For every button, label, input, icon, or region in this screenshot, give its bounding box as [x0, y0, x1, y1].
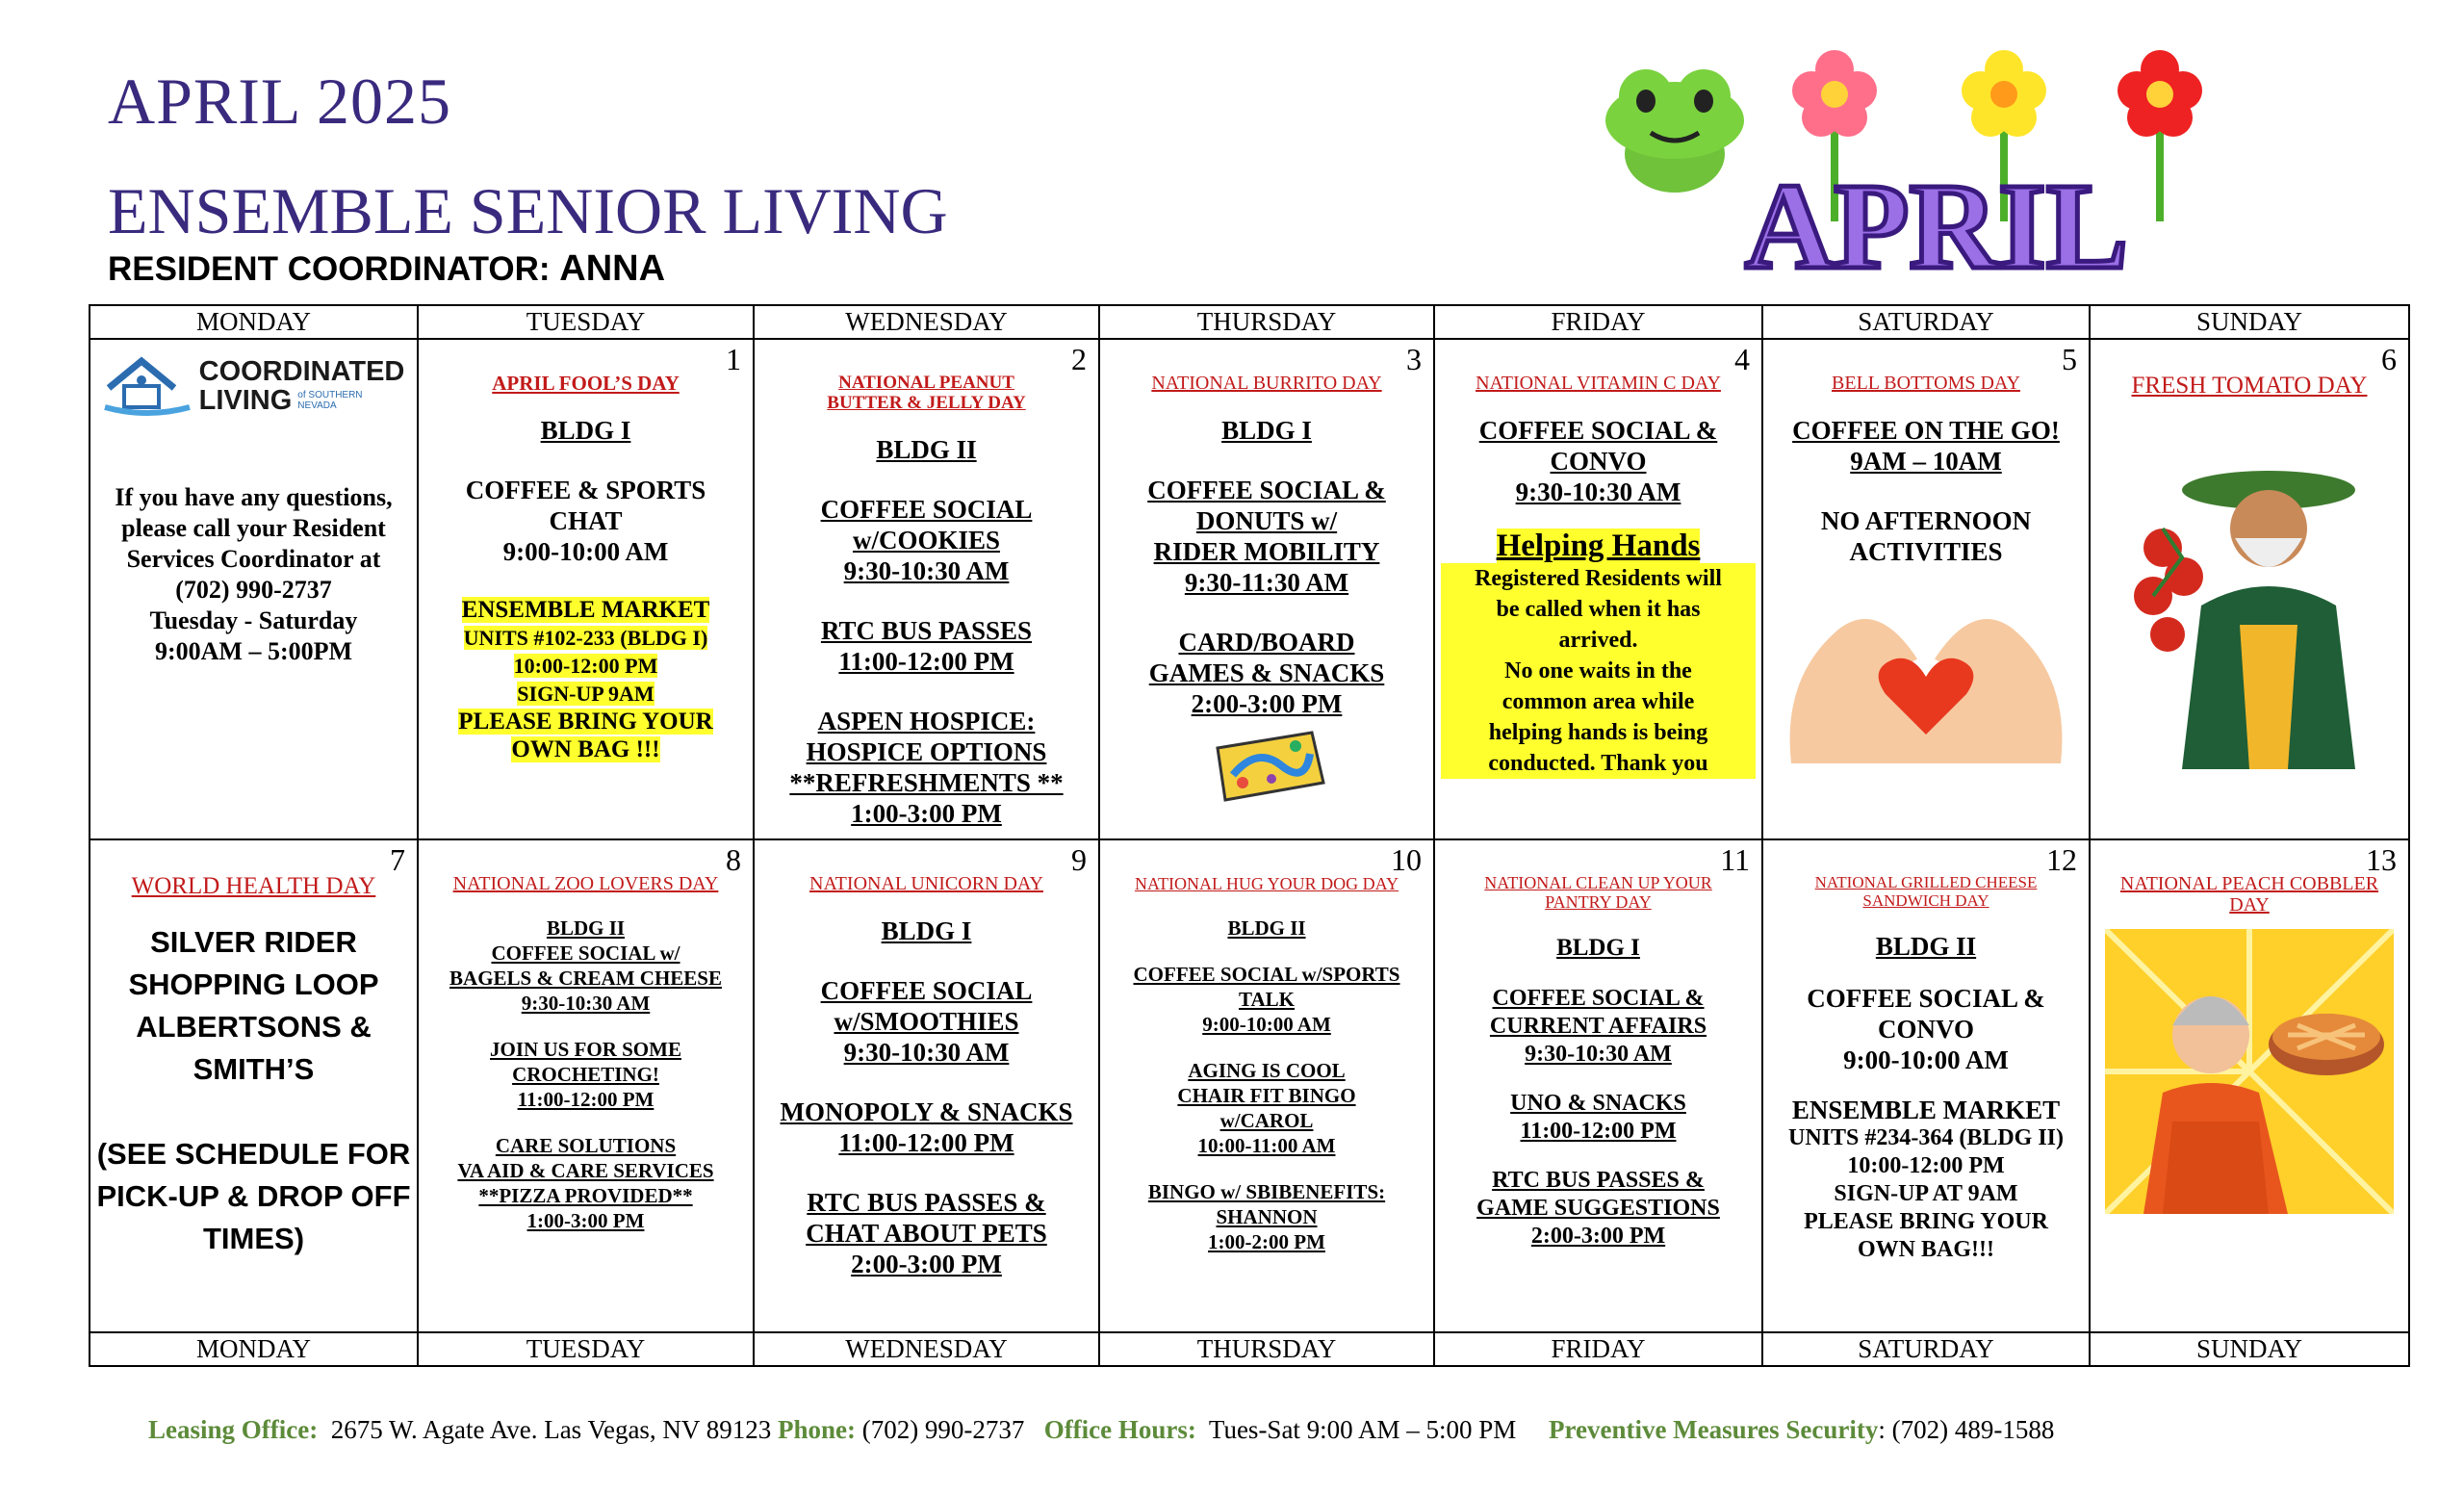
building-label: BLDG I: [1221, 416, 1312, 445]
contact-info: [90, 482, 417, 667]
holiday-label: NATIONAL HUG YOUR DOG DAY: [1135, 874, 1399, 893]
holiday-label: NATIONAL UNICORN DAY: [809, 873, 1043, 894]
day-number: 4: [1734, 342, 1750, 376]
day-cell-4: [1434, 339, 1762, 839]
event: COFFEE SOCIAL & CONVO 9:30-10:30 AM: [1478, 416, 1718, 506]
holiday-label: NATIONAL BURRITO DAY: [1151, 373, 1382, 394]
gardener-tomatoes-image: [2124, 461, 2374, 769]
building-label: BLDG II: [876, 435, 977, 464]
event: BINGO w/ SBIBENEFITS: SHANNON 1:00-2:00 PM: [1147, 1180, 1386, 1253]
day-cell-2: [754, 339, 1099, 839]
day-cell-3: [1099, 339, 1434, 839]
event: COFFEE SOCIAL & CURRENT AFFAIRS 9:30-10:30 AM: [1489, 986, 1707, 1067]
holiday-label: NATIONAL ZOO LOVERS DAY: [452, 873, 719, 894]
holiday-label: NATIONAL CLEAN UP YOUR PANTRY DAY: [1484, 873, 1712, 912]
info-line: Services Coordinator at: [126, 545, 381, 573]
day-cell-5: [1762, 339, 2090, 839]
day-number: 9: [1071, 842, 1087, 877]
leasing-label: Leasing Office:: [148, 1415, 319, 1444]
peach-cobbler-image: [2105, 929, 2394, 1214]
day-cell-13: [2090, 839, 2409, 1332]
day-header-thursday: THURSDAY: [1099, 305, 1434, 339]
building-label: BLDG II: [546, 916, 626, 940]
building-label: BLDG I: [540, 416, 631, 445]
day-cell-6: [2090, 339, 2409, 839]
day-number: 8: [726, 842, 741, 877]
info-line: If you have any questions,: [115, 483, 393, 511]
resident-coordinator: [108, 248, 665, 290]
event: AGING IS COOL CHAIR FIT BINGO w/CAROL 10:00-11:00 AM: [1177, 1059, 1356, 1157]
day-header-saturday: SATURDAY: [1762, 305, 2090, 339]
day-number: 1: [726, 342, 741, 376]
ensemble-market: ENSEMBLE MARKET UNITS #234-364 (BLDG II) 10:00-12:00 PM SIGN-UP AT 9AM PLEASE BRING YOUR OWN BAG!!!: [1787, 1096, 2065, 1262]
frog-icon: [1605, 69, 1744, 193]
holiday-label: APRIL FOOL’S DAY: [492, 372, 680, 395]
building-label: BLDG I: [881, 916, 972, 945]
day-header-sunday: SUNDAY: [2090, 305, 2409, 339]
security-phone: : (702) 489-1588: [1878, 1415, 2055, 1444]
day-footer-saturday: SATURDAY: [1762, 1332, 2090, 1366]
day-number: 12: [2046, 842, 2077, 877]
week-row: [90, 839, 2409, 1332]
org-title: ENSEMBLE SENIOR LIVING: [108, 174, 948, 247]
coordinator-label: RESIDENT COORDINATOR:: [108, 250, 560, 288]
day-cell-9: [754, 839, 1099, 1332]
phone-number: (702) 990-2737: [861, 1415, 1025, 1444]
day-footer-row: [90, 1332, 2409, 1366]
day-cell-1: [418, 339, 754, 839]
info-line: please call your Resident: [121, 514, 386, 542]
ensemble-market: ENSEMBLE MARKET UNITS #102-233 (BLDG I) 10:00-12:00 PM SIGN-UP 9AM PLEASE BRING YOUR OWN BAG !!!: [458, 597, 713, 762]
event: COFFEE SOCIAL w/SPORTS TALK 9:00-10:00 AM: [1133, 963, 1400, 1036]
day-number: 7: [390, 842, 405, 877]
day-cell-7: [90, 839, 418, 1332]
day-cell-12: [1762, 839, 2090, 1332]
event: UNO & SNACKS 11:00-12:00 PM: [1510, 1091, 1686, 1144]
heart-hands-icon: [1772, 590, 2080, 773]
event: CARE SOLUTIONS VA AID & CARE SERVICES **PIZZA PROVIDED** 1:00-3:00 PM: [457, 1134, 714, 1232]
event: COFFEE SOCIAL w/ BAGELS & CREAM CHEESE 9:30-10:30 AM: [449, 941, 722, 1015]
event: RTC BUS PASSES & CHAT ABOUT PETS 2:00-3:00 PM: [806, 1188, 1047, 1278]
office-hours-label: Office Hours:: [1043, 1415, 1196, 1444]
day-cell-10: [1099, 839, 1434, 1332]
event: CARD/BOARD GAMES & SNACKS 2:00-3:00 PM: [1148, 628, 1385, 718]
event: RTC BUS PASSES & GAME SUGGESTIONS 2:00-3:00 PM: [1476, 1168, 1720, 1249]
info-line: 9:00AM – 5:00PM: [154, 637, 353, 665]
day-number: 13: [2366, 842, 2397, 877]
event: COFFEE & SPORTS CHAT 9:00-10:00 AM: [465, 476, 706, 566]
day-footer-wednesday: WEDNESDAY: [754, 1332, 1099, 1366]
day-cell-8: [418, 839, 754, 1332]
day-number: 3: [1406, 342, 1422, 376]
day-footer-tuesday: TUESDAY: [418, 1332, 754, 1366]
coordinated-living-logo: [90, 351, 417, 421]
holiday-label: NATIONAL PEACH COBBLER DAY: [2119, 873, 2379, 916]
holiday-label: FRESH TOMATO DAY: [2131, 373, 2368, 399]
day-header-monday: MONDAY: [90, 305, 418, 339]
event: JOIN US FOR SOME CROCHETING! 11:00-12:00 PM: [490, 1038, 681, 1111]
phone-label: Phone:: [777, 1415, 856, 1444]
footer-contact: [148, 1415, 2054, 1445]
april-banner-art: [1598, 48, 2291, 279]
event: MONOPOLY & SNACKS 11:00-12:00 PM: [780, 1097, 1073, 1157]
holiday-label: WORLD HEALTH DAY: [131, 873, 376, 899]
flower-red-icon: [2118, 50, 2202, 221]
event: ASPEN HOSPICE: HOSPICE OPTIONS **REFRESHMENTS ** 1:00-3:00 PM: [789, 707, 1064, 828]
day-header-row: [90, 305, 2409, 339]
day-number: 10: [1391, 842, 1422, 877]
day-header-tuesday: TUESDAY: [418, 305, 754, 339]
coordinator-name: ANNA: [559, 248, 666, 289]
day-footer-sunday: SUNDAY: [2090, 1332, 2409, 1366]
event: RTC BUS PASSES 11:00-12:00 PM: [820, 616, 1033, 676]
month-title: APRIL 2025: [108, 64, 451, 138]
house-logo-icon: [103, 351, 192, 421]
logo-line2: LIVING: [198, 385, 293, 416]
leasing-address: 2675 W. Agate Ave. Las Vegas, NV 89123: [330, 1415, 772, 1444]
event: COFFEE SOCIAL & DONUTS w/ RIDER MOBILITY 9:30-11:30 AM: [1147, 476, 1386, 597]
day-header-wednesday: WEDNESDAY: [754, 305, 1099, 339]
event: COFFEE ON THE GO! 9AM – 10AM: [1792, 416, 2060, 476]
holiday-label: NATIONAL PEANUT BUTTER & JELLY DAY: [827, 373, 1026, 413]
week-row: [90, 339, 2409, 839]
day-footer-thursday: THURSDAY: [1099, 1332, 1434, 1366]
day-footer-friday: FRIDAY: [1434, 1332, 1762, 1366]
building-label: BLDG II: [1227, 916, 1306, 940]
security-label: Preventive Measures Security: [1548, 1415, 1879, 1444]
event: COFFEE SOCIAL & CONVO 9:00-10:00 AM: [1807, 984, 2045, 1074]
info-line: Tuesday - Saturday: [149, 606, 358, 634]
day-number: 11: [1720, 842, 1750, 877]
holiday-label: NATIONAL GRILLED CHEESE SANDWICH DAY: [1814, 873, 2038, 910]
day-cell-11: [1434, 839, 1762, 1332]
event: NO AFTERNOON ACTIVITIES: [1820, 506, 2032, 566]
office-hours: Tues-Sat 9:00 AM – 5:00 PM: [1208, 1415, 1517, 1444]
helping-hands-title: Helping Hands: [1496, 529, 1701, 563]
day-number: 5: [2062, 342, 2077, 376]
holiday-label: BELL BOTTOMS DAY: [1832, 373, 2020, 394]
building-label: BLDG II: [1875, 932, 1977, 961]
holiday-label: NATIONAL VITAMIN C DAY: [1476, 373, 1721, 394]
day-number: 2: [1071, 342, 1087, 376]
day-header-friday: FRIDAY: [1434, 305, 1762, 339]
helping-hands-notice: Registered Residents will be called when it has arrived. No one waits in the common area while helping hands is being conducted. Thank you: [1441, 563, 1756, 779]
day-number: 6: [2381, 342, 2397, 376]
banner-word: APRIL: [1744, 158, 2129, 279]
day-footer-monday: MONDAY: [90, 1332, 418, 1366]
calendar-grid: [89, 304, 2410, 1367]
building-label: BLDG I: [1556, 935, 1640, 961]
logo-line1: COORDINATED: [198, 356, 405, 387]
event: COFFEE SOCIAL w/SMOOTHIES 9:30-10:30 AM: [820, 976, 1033, 1067]
board-game-icon: [1204, 727, 1329, 806]
event: COFFEE SOCIAL w/COOKIES 9:30-10:30 AM: [820, 495, 1033, 585]
info-phone: (702) 990-2737: [175, 576, 332, 604]
logo-sub2: NEVADA: [297, 400, 337, 411]
logo-sub1: of SOUTHERN: [297, 390, 363, 400]
silver-rider-event: SILVER RIDER SHOPPING LOOP ALBERTSONS & SMITH’S (SEE SCHEDULE FOR PICK-UP & DROP OFF TIMES): [96, 925, 411, 1255]
info-cell: [90, 339, 418, 839]
